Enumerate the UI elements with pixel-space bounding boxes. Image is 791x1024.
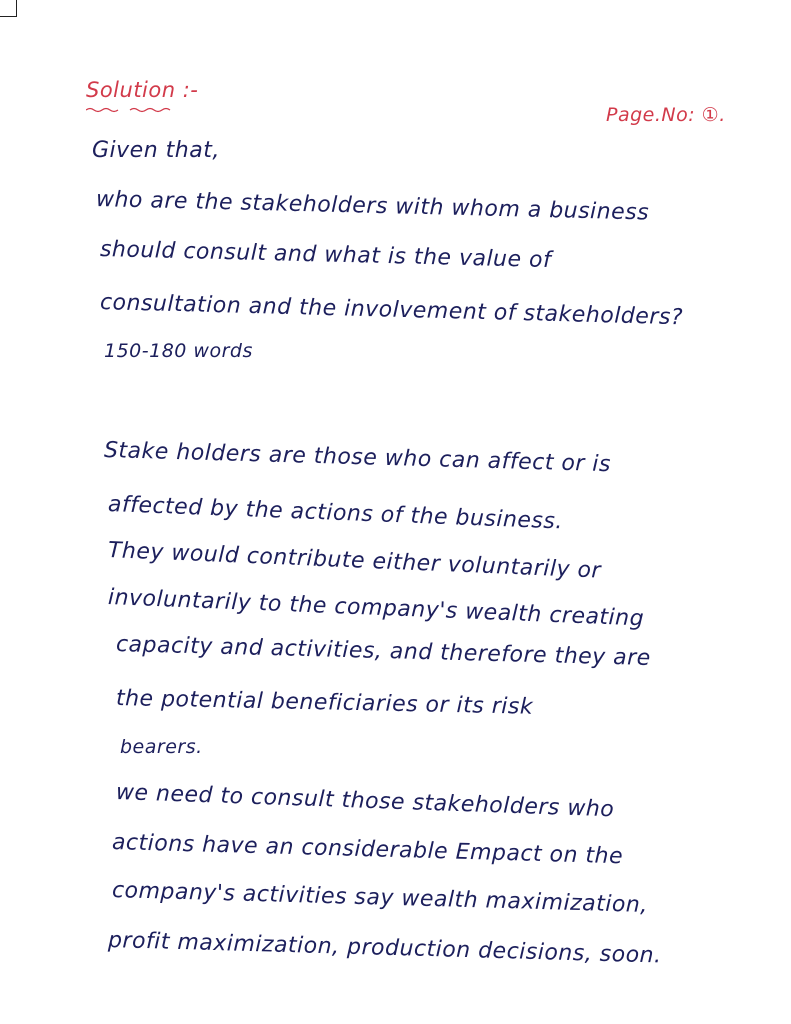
question-line: Given that,: [92, 138, 220, 163]
question-line: who are the stakeholders with whom a business: [95, 187, 650, 226]
answer-line: profit maximization, production decisions, soon.: [107, 928, 662, 969]
question-line: should consult and what is the value of: [99, 237, 552, 274]
answer-line: Stake holders are those who can affect or is: [103, 438, 612, 478]
answer-line: actions have an considerable Empact on the: [111, 830, 624, 870]
page-number: Page.No: ①.: [606, 104, 726, 126]
answer-line: we need to consult those stakeholders who: [115, 780, 615, 823]
word-limit: 150-180 words: [104, 340, 253, 362]
answer-line: affected by the actions of the business.: [107, 492, 564, 535]
answer-line: capacity and activities, and therefore they are: [115, 632, 652, 671]
answer-line: They would contribute either voluntarily or: [107, 538, 602, 584]
answer-line: bearers.: [120, 736, 203, 758]
solution-heading: Solution :-: [86, 78, 199, 102]
answer-line: company's activities say wealth maximization,: [111, 878, 649, 918]
scan-corner-mark: [0, 0, 17, 17]
answer-line: the potential beneficiaries or its risk: [115, 686, 534, 720]
solution-wavy-underline: [86, 107, 178, 113]
answer-line: involuntarily to the company's wealth creating: [107, 585, 645, 632]
question-line: consultation and the involvement of stakeholders?: [99, 290, 684, 331]
